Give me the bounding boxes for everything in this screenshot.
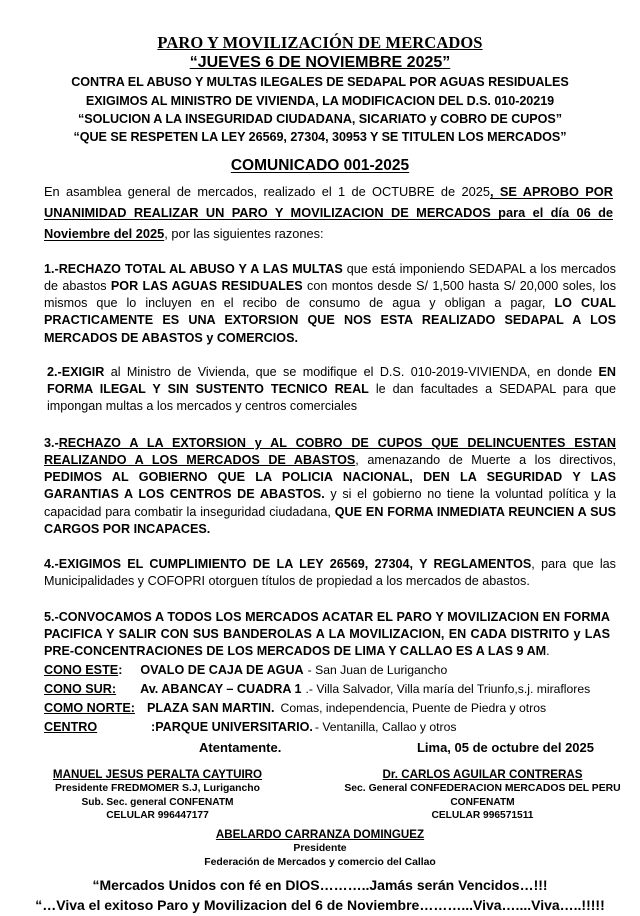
signature-left-role-2: Sub. Sec. general CONFENATM bbox=[81, 796, 234, 808]
demand-line-2: EXIGIMOS AL MINISTRO DE VIVIENDA, LA MODIFICACION DEL D.S. 010-20219 bbox=[85, 93, 555, 108]
cono-este-label: CONO ESTE bbox=[44, 663, 119, 678]
point-1-emphasis-3: LO CUAL PRACTICAMENTE ES UNA EXTORSION QUE NOS ESTA REALIZADO SEDAPAL A LOS MERCADOS DE ABASTOS y COMERCIOS. bbox=[44, 296, 616, 345]
point-1-emphasis-2: POR LAS AGUAS RESIDUALES bbox=[110, 278, 303, 293]
page-title bbox=[14, 33, 626, 52]
point-5-head: CONVOCAMOS A TODOS LOS MERCADOS ACATAR EL PARO Y MOVILIZACION EN FORMA PACIFICA Y SALIR CON SUS BANDEROLAS A LA MOVILIZACION, EN CADA DISTRITO y LAS PRE-CONCENTRACIONES DE LOS MERCADOS DE LIMA Y CALLAO ES A LAS 9 AM bbox=[44, 609, 610, 659]
signature-block-left bbox=[14, 767, 329, 823]
cono-este-separator: : bbox=[118, 663, 123, 678]
point-4-head: EXIGIMOS EL CUMPLIMIENTO DE LA LEY 26569, 27304, Y REGLAMENTOS bbox=[58, 557, 532, 572]
signature-center-name: ABELARDO CARRANZA DOMINGUEZ bbox=[215, 827, 425, 841]
closing-salutation: Atentamente. bbox=[199, 739, 282, 755]
point-2-emphasis-2: EN FORMA ILEGAL Y SIN SUSTENTO TECNICO REAL bbox=[47, 364, 616, 397]
point-3 bbox=[0, 435, 640, 539]
point-2-text-1: al Ministro de Vivienda, que se modifique el D.S. 010-2019-VIVIENDA, en donde bbox=[104, 364, 599, 379]
point-1-head: RECHAZO TOTAL AL ABUSO Y A LAS MULTAS bbox=[58, 261, 343, 276]
signature-left-role-1: Presidente FREDMOMER S.J, Lurigancho bbox=[55, 782, 260, 794]
point-4-text-1: , para que las Municipalidades y COFOPRI otorguen títulos de propiedad a los mercados de abastos. bbox=[44, 557, 616, 589]
intro-part-3: , por las siguientes razones: bbox=[164, 226, 324, 242]
signature-block-right bbox=[329, 767, 626, 823]
cono-centro-districts: - Ventanilla, Callao y otros bbox=[314, 719, 457, 734]
point-5-text-1: . bbox=[546, 644, 550, 659]
cono-row-centro bbox=[44, 718, 640, 737]
demand-line-4: “QUE SE RESPETEN LA LEY 26569, 27304, 30953 Y SE TITULEN LOS MERCADOS” bbox=[73, 129, 567, 144]
point-1-number: 1.- bbox=[44, 261, 59, 276]
demand-line-3: “SOLUCION A LA INSEGURIDAD CIUDADANA, SICARIATO y COBRO DE CUPOS” bbox=[78, 111, 562, 126]
cono-norte-label: COMO NORTE: bbox=[44, 701, 135, 716]
signature-left-phone: CELULAR 996447177 bbox=[106, 810, 209, 822]
point-3-emphasis-2: PEDIMOS AL GOBIERNO QUE LA POLICIA NACIONAL, DEN LA SEGURIDAD Y LAS GARANTIAS A LOS CENTROS DE ABASTOS. bbox=[44, 470, 616, 502]
point-2-text-2: le dan facultades a SEDAPAL para que impongan multas a los mercados y centros comerciales bbox=[47, 382, 616, 414]
cono-sur-label: CONO SUR: bbox=[44, 682, 117, 697]
signature-right-role-1: Sec. General CONFEDERACION MERCADOS DEL PERU bbox=[344, 782, 621, 794]
signature-right-phone: CELULAR 996571511 bbox=[431, 810, 534, 822]
point-2-head: EXIGIR bbox=[61, 364, 105, 379]
point-2 bbox=[0, 364, 640, 416]
communique-heading-text: COMUNICADO 001-2025 bbox=[230, 156, 410, 174]
point-2-number: 2.- bbox=[47, 364, 62, 379]
signature-block-center bbox=[0, 827, 640, 871]
cono-centro-label: CENTRO bbox=[44, 719, 98, 734]
document-header bbox=[0, 33, 640, 146]
point-3-number: 3.- bbox=[44, 435, 59, 450]
signature-blocks bbox=[0, 767, 640, 823]
point-5-number: 5.- bbox=[44, 609, 59, 624]
page-subtitle-text: “JUEVES 6 DE NOVIEMBRE 2025” bbox=[189, 54, 451, 72]
cono-centro-separator: : bbox=[151, 719, 156, 734]
signature-left-name: MANUEL JESUS PERALTA CAYTUIRO bbox=[52, 767, 263, 781]
point-5 bbox=[0, 609, 640, 661]
cono-row-norte bbox=[44, 699, 640, 718]
signature-center-role-2: Federación de Mercados y comercio del Callao bbox=[204, 857, 436, 869]
point-3-head-underlined: RECHAZO A LA EXTORSION y AL COBRO DE CUPOS QUE DELINCUENTES ESTAN REALIZANDO A LOS MERCADOS DE ABASTOS bbox=[44, 435, 616, 467]
cono-norte-place: PLAZA SAN MARTIN. bbox=[146, 701, 275, 716]
demand-line-1: CONTRA EL ABUSO Y MULTAS ILEGALES DE SEDAPAL POR AGUAS RESIDUALES bbox=[71, 75, 569, 90]
closing-place-date: Lima, 05 de octubre del 2025 bbox=[416, 739, 594, 755]
point-1-text-1: que está imponiendo SEDAPAL a los mercados de abastos bbox=[44, 261, 616, 293]
point-1-text-2: con montos desde S/ 1,500 hasta S/ 20,000 soles, los mismos que lo incluyen en el recibo de consumo de agua y obligan a pagar, bbox=[44, 278, 616, 311]
page-subtitle bbox=[14, 53, 626, 73]
signature-right-name: Dr. CARLOS AGUILAR CONTRERAS bbox=[382, 767, 583, 781]
closing-row bbox=[0, 740, 640, 755]
signature-center-role-1: Presidente bbox=[293, 843, 347, 855]
intro-part-2-emphasis: , SE APROBO POR UNANIMIDAD REALIZAR UN PARO Y MOVILIZACION DE MERCADOS para el día 06 de Noviembre del 2025 bbox=[44, 183, 613, 242]
cono-norte-districts: Comas, independencia, Puente de Piedra y otros bbox=[280, 701, 547, 716]
point-3-text-2: y si el gobierno no tiene la voluntad política y la capacidad para combatir la inseguridad ciudadana, bbox=[44, 487, 616, 519]
slogan-line-1: “Mercados Unidos con fé en DIOS………..Jamás serán Vencidos…!!! bbox=[92, 877, 548, 894]
document-page bbox=[0, 33, 640, 914]
point-4-number: 4.- bbox=[44, 557, 59, 572]
point-4 bbox=[0, 556, 640, 591]
communique-heading bbox=[0, 157, 640, 175]
cono-row-este bbox=[44, 661, 640, 680]
intro-part-1: En asamblea general de mercados, realizado el 1 de OCTUBRE de 2025 bbox=[44, 183, 490, 199]
point-1 bbox=[0, 261, 640, 347]
intro-paragraph bbox=[0, 181, 640, 245]
point-3-emphasis-3: QUE EN FORMA INMEDIATA REUNCIEN A SUS CARGOS POR INCAPACES. bbox=[44, 504, 616, 536]
cono-sur-place: Av. ABANCAY – CUADRA 1 bbox=[140, 682, 302, 697]
cono-este-place: OVALO DE CAJA DE AGUA bbox=[140, 663, 304, 678]
page-title-text: PARO Y MOVILIZACIÓN DE MERCADOS bbox=[157, 33, 483, 52]
slogan-line-2: “…Viva el exitoso Paro y Movilizacion del 6 de Noviembre………...Viva…....Viva…..!!!!! bbox=[35, 897, 605, 914]
cono-row-sur bbox=[44, 680, 640, 699]
cono-centro-place: PARQUE UNIVERSITARIO. bbox=[155, 719, 313, 734]
cono-este-districts: - San Juan de Lurigancho bbox=[307, 663, 448, 678]
cono-sur-districts: .- Villa Salvador, Villa maría del Triunfo,s.j. miraflores bbox=[305, 682, 591, 697]
cono-locations-list bbox=[0, 661, 640, 736]
signature-right-role-2: CONFENATM bbox=[450, 796, 515, 808]
point-3-text-1: , amenazando de Muerte a los directivos, bbox=[355, 452, 616, 467]
